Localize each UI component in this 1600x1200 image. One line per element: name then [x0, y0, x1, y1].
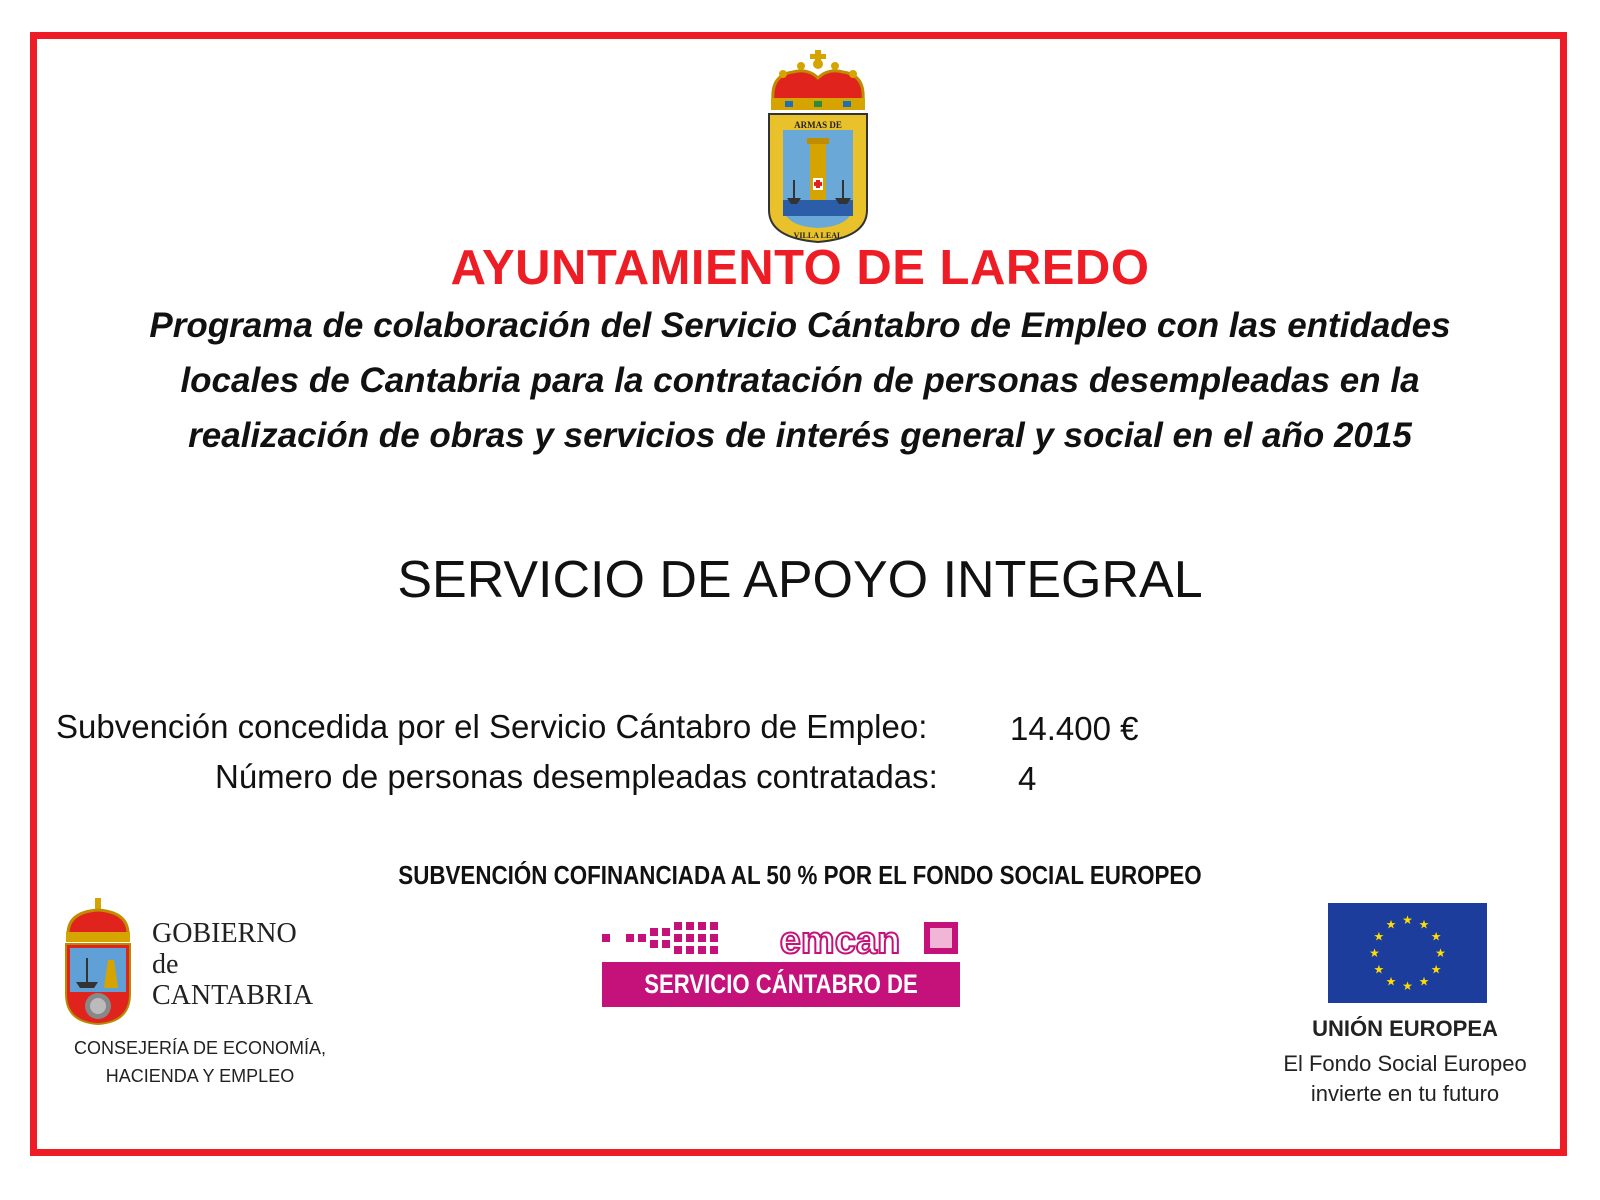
emcan-banner-text: SERVICIO CÁNTABRO DE EMPLEO — [644, 969, 918, 1044]
consejeria-name — [40, 1034, 360, 1090]
consejeria-line: HACIENDA Y EMPLEO — [105, 1066, 295, 1086]
eu-title: UNIÓN EUROPEA — [1312, 1016, 1498, 1041]
eu-slogan — [1240, 1049, 1570, 1109]
gobierno-cantabria-name — [152, 918, 313, 1011]
subsidy-label: Subvención concedida por el Servicio Cántabro de Empleo: — [56, 708, 928, 745]
eu-slogan-line: invierte en tu futuro — [1310, 1081, 1500, 1106]
eu-star-icon: ★ — [1418, 917, 1430, 932]
eu-star-icon: ★ — [1385, 974, 1397, 989]
eu-star-icon: ★ — [1418, 974, 1430, 989]
eu-star-icon: ★ — [1435, 946, 1446, 960]
eu-star-icon: ★ — [1430, 929, 1442, 944]
program-line: realización de obras y servicios de interés general y social en el año 2015 — [188, 416, 1412, 455]
eu-slogan-line: El Fondo Social Europeo — [1283, 1051, 1527, 1076]
people-label: Número de personas desempleadas contratadas: — [215, 758, 938, 795]
eu-flag-icon — [1328, 903, 1487, 1003]
gobierno-line: de — [152, 949, 179, 980]
eu-star-icon: ★ — [1402, 979, 1413, 993]
program-line: Programa de colaboración del Servicio Cántabro de Empleo con las entidades — [149, 306, 1451, 345]
gobierno-line: GOBIERNO — [152, 918, 297, 949]
emcan-banner — [602, 962, 960, 1044]
eu-star-icon: ★ — [1430, 962, 1442, 977]
service-name: SERVICIO DE APOYO INTEGRAL — [397, 551, 1203, 609]
consejeria-line: CONSEJERÍA DE ECONOMÍA, — [73, 1038, 327, 1058]
gobierno-line: CANTABRIA — [152, 980, 314, 1011]
eu-star-icon: ★ — [1373, 929, 1385, 944]
svg-text:VILLA LEAL: VILLA LEAL — [793, 231, 843, 240]
eu-star-icon: ★ — [1373, 962, 1385, 977]
emcan-wordmark: emcan — [779, 920, 901, 960]
eu-star-icon: ★ — [1369, 946, 1380, 960]
program-line: locales de Cantabria para la contratación de personas desempleadas en la — [180, 361, 1420, 400]
svg-text:ARMAS DE: ARMAS DE — [794, 120, 842, 130]
cofinancing-note: SUBVENCIÓN COFINANCIADA AL 50 % POR EL FONDO SOCIAL EUROPEO — [398, 860, 1202, 890]
subsidy-value: 14.400 € — [1010, 710, 1139, 747]
laredo-coat-of-arms-logo — [763, 50, 873, 245]
eu-star-icon: ★ — [1402, 913, 1413, 927]
program-description — [40, 298, 1560, 463]
emcan-logo — [602, 920, 962, 960]
eu-star-icon: ★ — [1385, 917, 1397, 932]
page-title: AYUNTAMIENTO DE LAREDO — [450, 241, 1150, 295]
people-value: 4 — [1018, 760, 1037, 797]
cantabria-coat-of-arms-logo — [62, 898, 134, 1026]
